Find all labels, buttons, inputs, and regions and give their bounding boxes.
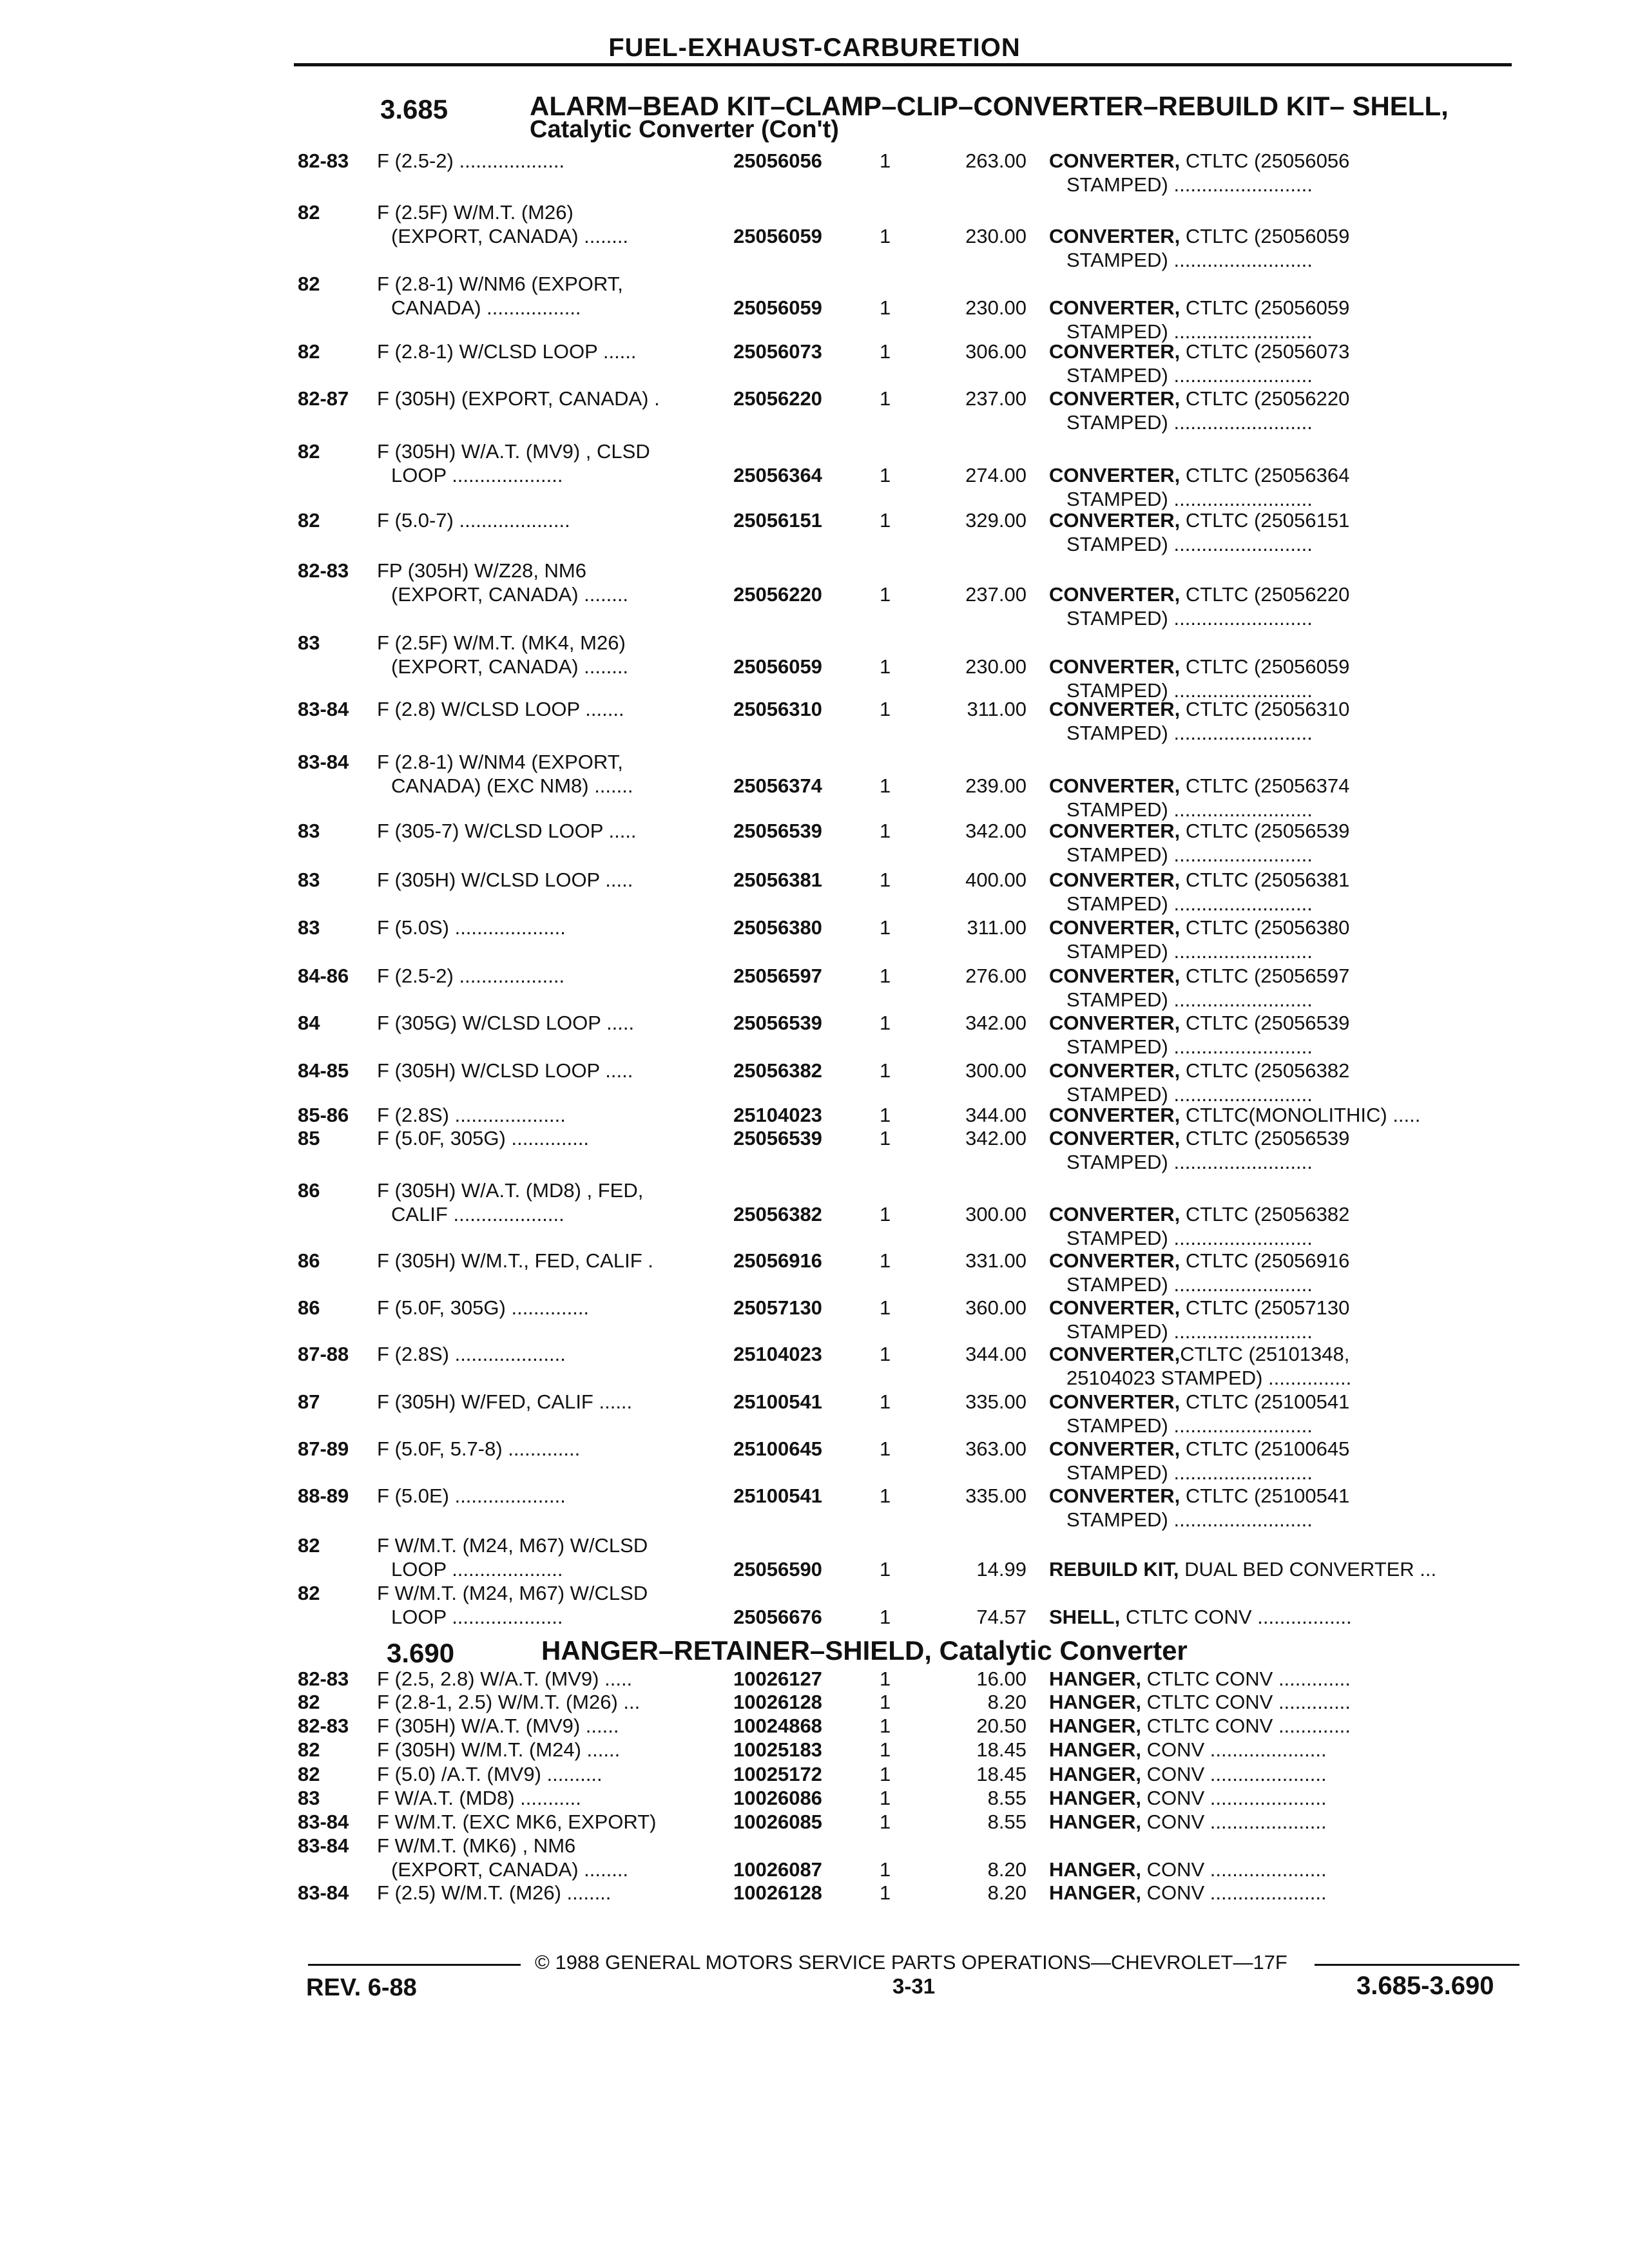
quantity: 1 [880,340,891,363]
section-number: 3.685 [380,94,448,124]
list-price: 263.00 [965,149,1027,172]
application-text: F (305H) W/CLSD LOOP ..... [377,1059,633,1082]
list-price: 239.00 [965,774,1027,797]
part-number: 25056380 [733,916,822,939]
model-year: 84-85 [298,1059,349,1082]
part-description: STAMPED) ......................... [1066,364,1313,387]
part-number: 25056220 [733,583,822,606]
part-number: 25104023 [733,1104,822,1126]
model-year: 83 [298,631,320,654]
part-description: STAMPED) ......................... [1066,1320,1313,1343]
part-description: 25104023 STAMPED) ............... [1066,1367,1352,1389]
list-price: 74.57 [976,1606,1027,1628]
application-text: F W/M.T. (M24, M67) W/CLSD [377,1582,648,1604]
model-year: 82 [298,201,320,224]
part-number: 25056056 [733,149,822,172]
part-number: 25056676 [733,1606,822,1628]
quantity: 1 [880,1437,891,1460]
quantity: 1 [880,1667,891,1690]
list-price: 8.55 [987,1787,1027,1809]
quantity: 1 [880,1715,891,1737]
quantity: 1 [880,820,891,842]
page-header-title: FUEL-EXHAUST-CARBURETION [608,34,1021,62]
part-description: CONVERTER, CTLTC (25056539 [1049,1127,1350,1149]
list-price: 329.00 [965,509,1027,532]
quantity: 1 [880,1738,891,1761]
part-description: CONVERTER, CTLTC (25056151 [1049,509,1350,532]
quantity: 1 [880,1858,891,1881]
part-description: STAMPED) ......................... [1066,722,1313,744]
model-year: 83-84 [298,698,349,720]
part-number: 25056374 [733,774,822,797]
part-number: 25056151 [733,509,822,532]
part-description: CONVERTER, CTLTC (25100541 [1049,1390,1350,1413]
quantity: 1 [880,1787,891,1809]
part-number: 25056539 [733,1127,822,1149]
part-number: 25056073 [733,340,822,363]
list-price: 360.00 [965,1296,1027,1319]
section-number: 3.690 [387,1638,455,1668]
part-description: CONVERTER, CTLTC (25056310 [1049,698,1350,720]
part-description: CONVERTER, CTLTC (25056380 [1049,916,1350,939]
part-description: STAMPED) ......................... [1066,843,1313,866]
model-year: 82 [298,1582,320,1604]
part-description: CONVERTER, CTLTC (25056539 [1049,1012,1350,1034]
part-number: 25056382 [733,1059,822,1082]
quantity: 1 [880,583,891,606]
model-year: 82 [298,273,320,295]
list-price: 335.00 [965,1485,1027,1507]
application-text: F W/M.T. (EXC MK6, EXPORT) [377,1811,657,1833]
application-text: LOOP .................... [391,1606,563,1628]
model-year: 83 [298,820,320,842]
part-description: STAMPED) ......................... [1066,679,1313,702]
quantity: 1 [880,965,891,987]
application-text: F (5.0) /A.T. (MV9) .......... [377,1763,602,1785]
list-price: 342.00 [965,1127,1027,1149]
list-price: 344.00 [965,1104,1027,1126]
application-text: CANADA) ................. [391,296,581,319]
footer-section-range: 3.685-3.690 [1356,1972,1494,2000]
part-description: HANGER, CONV ..................... [1049,1787,1327,1809]
model-year: 86 [298,1296,320,1319]
quantity: 1 [880,1558,891,1581]
model-year: 82-83 [298,1667,349,1690]
quantity: 1 [880,1485,891,1507]
application-text: F W/A.T. (MD8) ........... [377,1787,581,1809]
part-description: CONVERTER, CTLTC (25056539 [1049,820,1350,842]
list-price: 20.50 [976,1715,1027,1737]
quantity: 1 [880,1343,891,1365]
part-number: 25056220 [733,387,822,410]
application-text: LOOP .................... [391,464,563,486]
model-year: 82-87 [298,387,349,410]
application-text: (EXPORT, CANADA) ........ [391,655,629,678]
list-price: 230.00 [965,225,1027,247]
part-description: STAMPED) ......................... [1066,1227,1313,1249]
model-year: 82 [298,1534,320,1557]
application-text: F W/M.T. (M24, M67) W/CLSD [377,1534,648,1557]
list-price: 331.00 [965,1249,1027,1272]
quantity: 1 [880,1249,891,1272]
part-number: 25056059 [733,225,822,247]
model-year: 86 [298,1249,320,1272]
part-description: HANGER, CONV ..................... [1049,1763,1327,1785]
part-description: HANGER, CONV ..................... [1049,1738,1327,1761]
quantity: 1 [880,225,891,247]
part-description: STAMPED) ......................... [1066,1083,1313,1106]
application-text: FP (305H) W/Z28, NM6 [377,559,587,582]
part-description: HANGER, CTLTC CONV ............. [1049,1667,1351,1690]
list-price: 274.00 [965,464,1027,486]
part-number: 10026128 [733,1881,822,1904]
list-price: 311.00 [967,916,1027,939]
list-price: 311.00 [967,698,1027,720]
application-text: F (2.8) W/CLSD LOOP ....... [377,698,624,720]
part-description: CONVERTER, CTLTC (25056073 [1049,340,1350,363]
list-price: 14.99 [976,1558,1027,1581]
part-description: HANGER, CTLTC CONV ............. [1049,1715,1351,1737]
part-description: CONVERTER, CTLTC (25100541 [1049,1485,1350,1507]
part-description: CONVERTER, CTLTC(MONOLITHIC) ..... [1049,1104,1421,1126]
model-year: 82 [298,340,320,363]
part-number: 10024868 [733,1715,822,1737]
footer-revision: REV. 6-88 [306,1974,417,2001]
application-text: F (2.8-1, 2.5) W/M.T. (M26) ... [377,1691,641,1713]
list-price: 237.00 [965,387,1027,410]
part-description: CONVERTER, CTLTC (25056597 [1049,965,1350,987]
part-description: CONVERTER, CTLTC (25056382 [1049,1203,1350,1225]
quantity: 1 [880,869,891,891]
part-description: CONVERTER, CTLTC (25100645 [1049,1437,1350,1460]
application-text: F (305G) W/CLSD LOOP ..... [377,1012,635,1034]
part-description: STAMPED) ......................... [1066,798,1313,821]
model-year: 83 [298,869,320,891]
part-number: 25056916 [733,1249,822,1272]
application-text: F (5.0E) .................... [377,1485,566,1507]
quantity: 1 [880,464,891,486]
part-number: 25056310 [733,698,822,720]
part-description: CONVERTER, CTLTC (25056059 [1049,655,1350,678]
quantity: 1 [880,1059,891,1082]
application-text: F (2.8S) .................... [377,1343,566,1365]
part-description: STAMPED) ......................... [1066,892,1313,915]
list-price: 18.45 [976,1738,1027,1761]
part-description: STAMPED) ......................... [1066,940,1313,963]
part-number: 25056059 [733,655,822,678]
application-text: F (2.5F) W/M.T. (MK4, M26) [377,631,626,654]
quantity: 1 [880,1691,891,1713]
part-number: 25104023 [733,1343,822,1365]
application-text: F (305H) W/M.T. (M24) ...... [377,1738,621,1761]
application-text: F (2.8-1) W/NM6 (EXPORT, [377,273,623,295]
quantity: 1 [880,1390,891,1413]
list-price: 8.20 [987,1858,1027,1881]
section-title: HANGER–RETAINER–SHIELD, Catalytic Converter [541,1635,1188,1666]
list-price: 230.00 [965,655,1027,678]
part-description: STAMPED) ......................... [1066,1508,1313,1531]
part-description: STAMPED) ......................... [1066,533,1313,555]
part-description: CONVERTER, CTLTC (25057130 [1049,1296,1350,1319]
quantity: 1 [880,509,891,532]
part-description: CONVERTER, CTLTC (25056916 [1049,1249,1350,1272]
list-price: 300.00 [965,1059,1027,1082]
model-year: 88-89 [298,1485,349,1507]
list-price: 335.00 [965,1390,1027,1413]
application-text: F (2.5-2) ................... [377,149,565,172]
application-text: F (5.0S) .................... [377,916,566,939]
quantity: 1 [880,774,891,797]
list-price: 300.00 [965,1203,1027,1225]
quantity: 1 [880,1763,891,1785]
application-text: F (5.0F, 5.7-8) ............. [377,1437,581,1460]
part-description: STAMPED) ......................... [1066,1414,1313,1437]
list-price: 400.00 [965,869,1027,891]
model-year: 83-84 [298,1834,349,1857]
quantity: 1 [880,149,891,172]
part-number: 25056059 [733,296,822,319]
header-rule [294,63,1512,66]
model-year: 83-84 [298,1811,349,1833]
model-year: 87 [298,1390,320,1413]
model-year: 82-83 [298,559,349,582]
application-text: (EXPORT, CANADA) ........ [391,1858,629,1881]
quantity: 1 [880,1104,891,1126]
application-text: F (305H) W/FED, CALIF ...... [377,1390,633,1413]
list-price: 8.20 [987,1881,1027,1904]
quantity: 1 [880,296,891,319]
quantity: 1 [880,655,891,678]
application-text: F (2.5) W/M.T. (M26) ........ [377,1881,612,1904]
model-year: 83-84 [298,1881,349,1904]
application-text: F W/M.T. (MK6) , NM6 [377,1834,576,1857]
part-description: REBUILD KIT, DUAL BED CONVERTER ... [1049,1558,1437,1581]
part-description: STAMPED) ......................... [1066,411,1313,434]
model-year: 82 [298,1763,320,1785]
application-text: F (5.0-7) .................... [377,509,570,532]
part-description: STAMPED) ......................... [1066,607,1313,629]
quantity: 1 [880,916,891,939]
part-description: CONVERTER, CTLTC (25056364 [1049,464,1350,486]
part-description: SHELL, CTLTC CONV ................. [1049,1606,1352,1628]
part-number: 25056539 [733,1012,822,1034]
quantity: 1 [880,1012,891,1034]
list-price: 342.00 [965,1012,1027,1034]
list-price: 363.00 [965,1437,1027,1460]
part-description: HANGER, CONV ..................... [1049,1858,1327,1881]
part-description: CONVERTER, CTLTC (25056220 [1049,583,1350,606]
model-year: 84-86 [298,965,349,987]
quantity: 1 [880,387,891,410]
list-price: 237.00 [965,583,1027,606]
quantity: 1 [880,1881,891,1904]
model-year: 85-86 [298,1104,349,1126]
list-price: 8.20 [987,1691,1027,1713]
list-price: 230.00 [965,296,1027,319]
part-description: STAMPED) ......................... [1066,988,1313,1011]
application-text: F (2.8S) .................... [377,1104,566,1126]
application-text: F (305H) (EXPORT, CANADA) . [377,387,660,410]
footer-page-number: 3-31 [892,1974,936,1998]
part-description: STAMPED) ......................... [1066,320,1313,343]
model-year: 86 [298,1179,320,1202]
part-number: 25056597 [733,965,822,987]
part-number: 25056539 [733,820,822,842]
model-year: 82-83 [298,149,349,172]
application-text: F (305H) W/CLSD LOOP ..... [377,869,633,891]
quantity: 1 [880,1127,891,1149]
footer-rule-right [1315,1964,1519,1966]
application-text: F (2.8-1) W/NM4 (EXPORT, [377,751,623,773]
quantity: 1 [880,698,891,720]
part-number: 10026087 [733,1858,822,1881]
application-text: F (2.5F) W/M.T. (M26) [377,201,574,224]
part-number: 10026128 [733,1691,822,1713]
application-text: F (305H) W/A.T. (MD8) , FED, [377,1179,644,1202]
part-description: CONVERTER, CTLTC (25056220 [1049,387,1350,410]
quantity: 1 [880,1203,891,1225]
part-number: 10026127 [733,1667,822,1690]
part-description: STAMPED) ......................... [1066,173,1313,196]
list-price: 344.00 [965,1343,1027,1365]
part-description: STAMPED) ......................... [1066,1151,1313,1173]
model-year: 82 [298,509,320,532]
application-text: (EXPORT, CANADA) ........ [391,583,629,606]
section-subtitle: Catalytic Converter (Con't) [530,116,839,143]
part-description: CONVERTER, CTLTC (25056059 [1049,225,1350,247]
part-number: 10025172 [733,1763,822,1785]
model-year: 82 [298,1738,320,1761]
list-price: 8.55 [987,1811,1027,1833]
list-price: 18.45 [976,1763,1027,1785]
footer-copyright: © 1988 GENERAL MOTORS SERVICE PARTS OPERATIONS—CHEVROLET—17F [535,1951,1287,1974]
part-description: CONVERTER, CTLTC (25056374 [1049,774,1350,797]
part-number: 25100541 [733,1390,822,1413]
part-description: CONVERTER, CTLTC (25056056 [1049,149,1350,172]
part-description: STAMPED) ......................... [1066,1273,1313,1296]
footer-rule-left [308,1964,521,1966]
list-price: 306.00 [965,340,1027,363]
list-price: 16.00 [976,1667,1027,1690]
part-number: 25056364 [733,464,822,486]
quantity: 1 [880,1606,891,1628]
application-text: F (5.0F, 305G) .............. [377,1127,590,1149]
quantity: 1 [880,1296,891,1319]
part-description: STAMPED) ......................... [1066,249,1313,271]
part-description: CONVERTER, CTLTC (25056381 [1049,869,1350,891]
application-text: CANADA) (EXC NM8) ....... [391,774,633,797]
application-text: CALIF .................... [391,1203,564,1225]
part-number: 10026086 [733,1787,822,1809]
part-description: HANGER, CTLTC CONV ............. [1049,1691,1351,1713]
part-description: HANGER, CONV ..................... [1049,1881,1327,1904]
part-number: 10025183 [733,1738,822,1761]
list-price: 276.00 [965,965,1027,987]
quantity: 1 [880,1811,891,1833]
application-text: F (2.5, 2.8) W/A.T. (MV9) ..... [377,1667,633,1690]
part-description: STAMPED) ......................... [1066,1035,1313,1058]
model-year: 87-88 [298,1343,349,1365]
model-year: 84 [298,1012,320,1034]
part-number: 25100541 [733,1485,822,1507]
application-text: F (2.8-1) W/CLSD LOOP ...... [377,340,637,363]
model-year: 82-83 [298,1715,349,1737]
part-number: 25056381 [733,869,822,891]
model-year: 85 [298,1127,320,1149]
application-text: F (305H) W/M.T., FED, CALIF . [377,1249,653,1272]
part-number: 25056590 [733,1558,822,1581]
part-description: STAMPED) ......................... [1066,488,1313,510]
part-number: 10026085 [733,1811,822,1833]
application-text: F (305-7) W/CLSD LOOP ..... [377,820,637,842]
application-text: F (305H) W/A.T. (MV9) , CLSD [377,440,650,463]
model-year: 87-89 [298,1437,349,1460]
part-number: 25100645 [733,1437,822,1460]
part-description: CONVERTER,CTLTC (25101348, [1049,1343,1350,1365]
part-number: 25057130 [733,1296,822,1319]
model-year: 82 [298,440,320,463]
part-description: CONVERTER, CTLTC (25056382 [1049,1059,1350,1082]
part-description: HANGER, CONV ..................... [1049,1811,1327,1833]
application-text: LOOP .................... [391,1558,563,1581]
application-text: (EXPORT, CANADA) ........ [391,225,629,247]
part-description: CONVERTER, CTLTC (25056059 [1049,296,1350,319]
section-title: ALARM–BEAD KIT–CLAMP–CLIP–CONVERTER–REBUILD KIT– SHELL, [530,91,1449,121]
application-text: F (305H) W/A.T. (MV9) ...... [377,1715,619,1737]
application-text: F (2.5-2) ................... [377,965,565,987]
part-description: STAMPED) ......................... [1066,1461,1313,1484]
application-text: F (5.0F, 305G) .............. [377,1296,590,1319]
model-year: 83 [298,916,320,939]
model-year: 82 [298,1691,320,1713]
model-year: 83 [298,1787,320,1809]
part-number: 25056382 [733,1203,822,1225]
model-year: 83-84 [298,751,349,773]
list-price: 342.00 [965,820,1027,842]
